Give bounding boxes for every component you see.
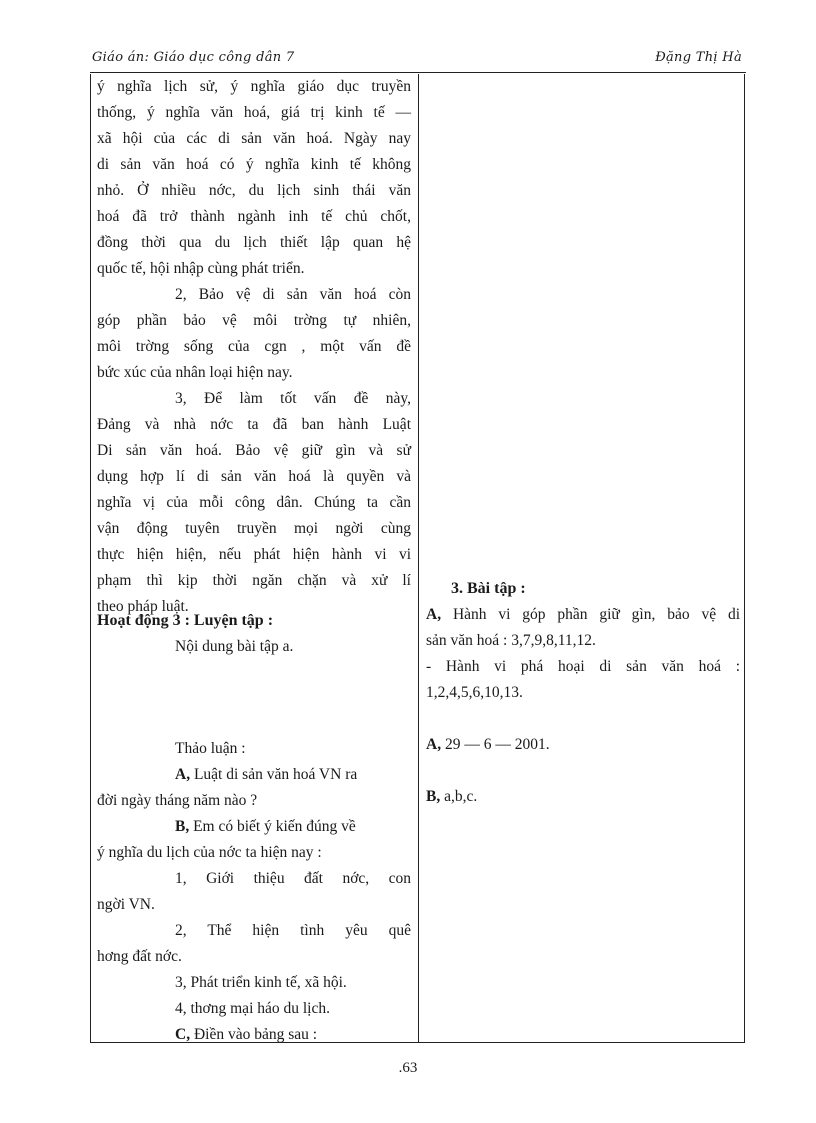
text-line: thống, ý nghĩa văn hoá, giá trị kinh tế —: [97, 104, 411, 121]
text-line: 3, Để làm tốt vấn đề này,: [175, 390, 411, 407]
text-line: theo pháp luật.: [97, 598, 189, 615]
text-line: môi trờng sống của cgn , một vấn đề: [97, 338, 411, 355]
text-line: ngời VN.: [97, 896, 155, 913]
text-line: Nội dung bài tập a.: [175, 638, 294, 655]
question-label-c: C,: [175, 1026, 191, 1043]
answer-label-a: A,: [426, 606, 442, 623]
column-divider: [418, 74, 419, 1042]
text-line: C, Điền vào bảng sau :: [175, 1026, 318, 1043]
text-line: B, a,b,c.: [426, 788, 478, 805]
text-line: 2, Thể hiện tình yêu quê: [175, 922, 411, 939]
text-line: di sản văn hoá có ý nghĩa kinh tế không: [97, 156, 411, 173]
page-number: .63: [398, 1060, 418, 1076]
text-line: vận động tuyên truyền mọi ngời cùng: [97, 520, 411, 537]
text-line: Thảo luận :: [175, 740, 246, 757]
text-line: đồng thời qua du lịch thiết lập quan hệ: [97, 234, 411, 251]
text-line: phạm thì kịp thời ngăn chặn và xử lí: [97, 572, 411, 589]
answer-label-date: A,: [426, 736, 442, 753]
text-line: ý nghĩa du lịch của nớc ta hiện nay :: [97, 844, 322, 861]
text-line: A, Luật di sản văn hoá VN ra: [175, 766, 358, 783]
text-line: quốc tế, hội nhập cùng phát triển.: [97, 260, 305, 277]
header-author: Đặng Thị Hà: [655, 50, 742, 65]
header-left-title: Giáo án: Giáo dục công dân 7: [92, 50, 295, 65]
page-header: [90, 48, 746, 73]
text-line: nghĩa vị của mỗi công dân. Chúng ta cần: [97, 494, 411, 511]
text-line: 2, Bảo vệ di sản văn hoá còn: [175, 286, 411, 303]
text-line: sản văn hoá : 3,7,9,8,11,12.: [426, 632, 596, 649]
text-line: nhỏ. Ở nhiều nớc, du lịch sinh thái văn: [97, 182, 411, 199]
text-line: hơng đất nớc.: [97, 948, 182, 965]
section-heading-activity-3: Hoạt động 3 : Luyện tập :: [97, 612, 274, 629]
text-line: thực hiện hiện, nếu phát hiện hành vi vi: [97, 546, 411, 563]
text-line: xã hội của các di sản văn hoá. Ngày nay: [97, 130, 411, 147]
text-line: 1, Giới thiệu đất nớc, con: [175, 870, 411, 887]
text-line: A, 29 — 6 — 2001.: [426, 736, 550, 753]
text-line: ý nghĩa lịch sử, ý nghĩa giáo dục truyền: [97, 78, 411, 95]
question-label-a: A,: [175, 766, 191, 783]
exercise-heading: 3. Bài tập :: [451, 580, 526, 597]
text-line: Di sản văn hoá. Bảo vệ giữ gìn và sử: [97, 442, 411, 459]
text-line: 4, thơng mại háo du lịch.: [175, 1000, 330, 1017]
text-line: - Hành vi phá hoại di sản văn hoá :: [426, 658, 740, 675]
text-line: góp phần bảo vệ môi trờng tự nhiên,: [97, 312, 411, 329]
content-table: [90, 74, 745, 1043]
text-line: hoá đã trở thành ngành inh tế chủ chốt,: [97, 208, 411, 225]
text-line: A, Hành vi góp phần giữ gìn, bảo vệ di: [426, 606, 740, 623]
text-line: dụng hợp lí di sản văn hoá là quyền và: [97, 468, 411, 485]
text-line: B, Em có biết ý kiến đúng về: [175, 818, 356, 835]
text-line: 3, Phát triển kinh tế, xã hội.: [175, 974, 347, 991]
answer-label-b: B,: [426, 788, 441, 805]
question-label-b: B,: [175, 818, 190, 835]
text-line: đời ngày tháng năm nào ?: [97, 792, 258, 809]
text-line: bức xúc của nhân loại hiện nay.: [97, 364, 293, 381]
text-line: 1,2,4,5,6,10,13.: [426, 684, 523, 701]
text-line: Đảng và nhà nớc ta đã ban hành Luật: [97, 416, 411, 433]
